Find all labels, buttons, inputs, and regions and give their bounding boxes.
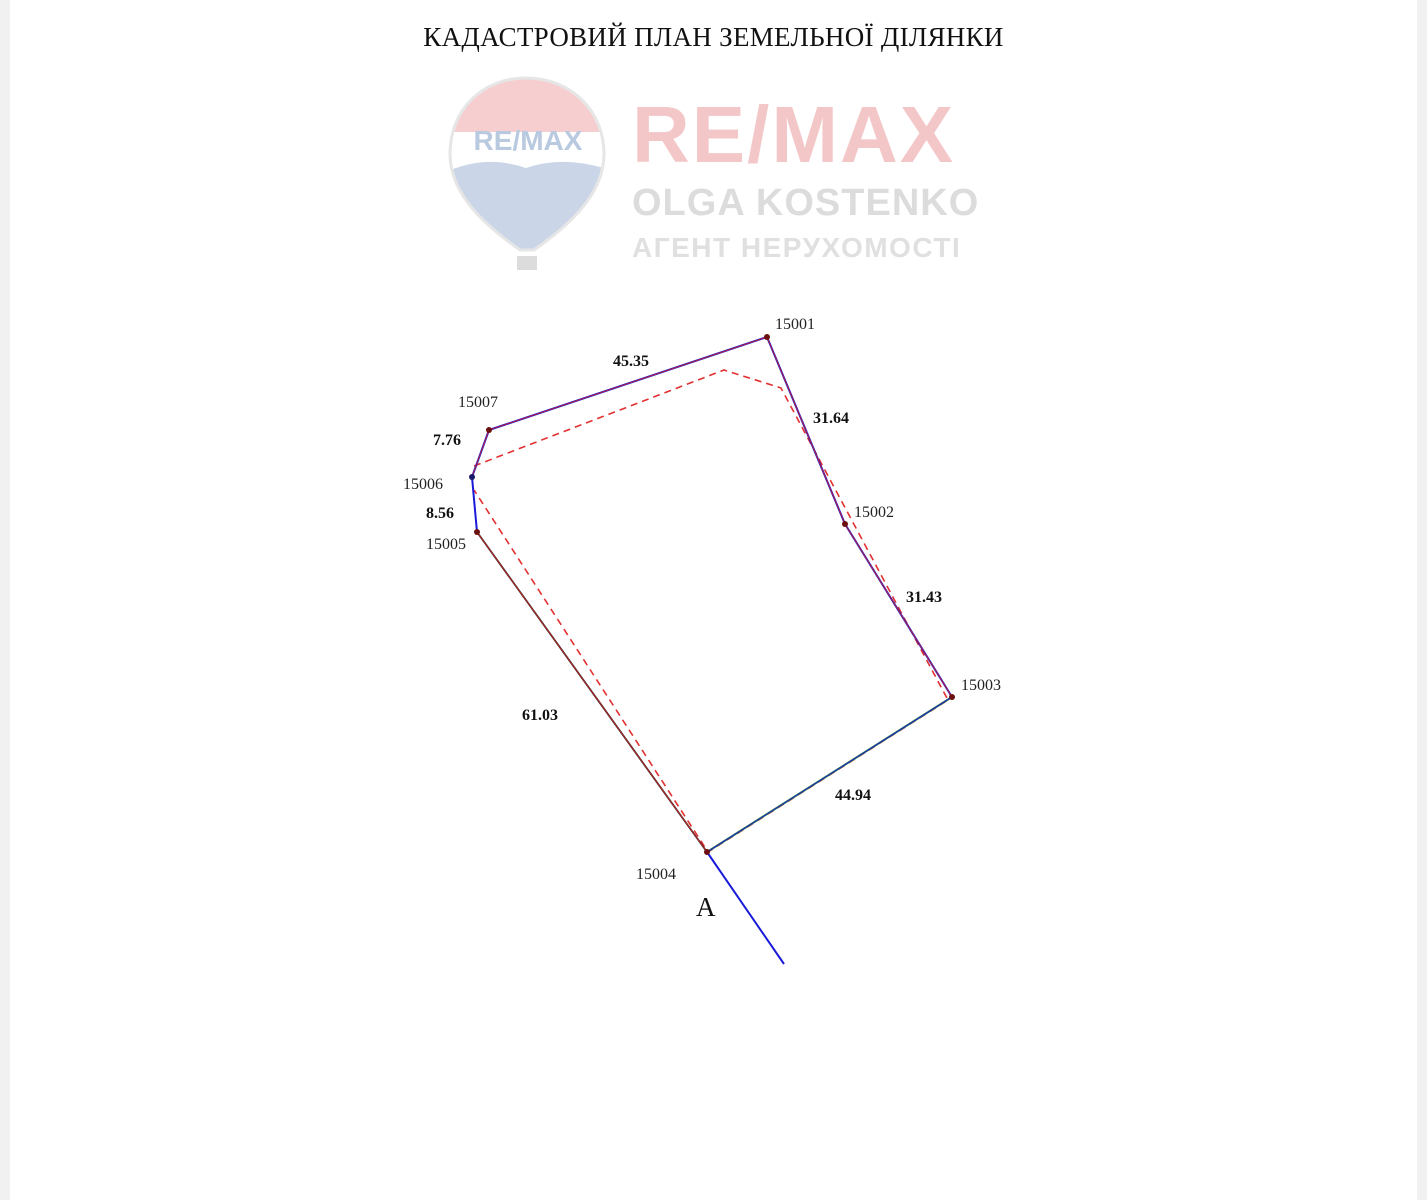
section-marker-a: A (696, 892, 716, 922)
vertex-15007 (486, 427, 492, 433)
length-label-15003-15004: 44.94 (835, 787, 871, 804)
length-label-15006-15007: 7.76 (433, 432, 461, 449)
vertex-15004 (704, 849, 710, 855)
point-label-15004: 15004 (636, 866, 676, 883)
boundary-segment-15005-15006 (472, 477, 477, 532)
length-label-15004-15005: 61.03 (522, 707, 558, 724)
vertex-15002 (842, 521, 848, 527)
vertex-15005 (474, 529, 480, 535)
vertex-15003 (949, 694, 955, 700)
length-label-15001-15002: 31.64 (813, 410, 849, 427)
point-label-15005: 15005 (426, 536, 466, 553)
document-title: КАДАСТРОВИЙ ПЛАН ЗЕМЕЛЬНОЇ ДІЛЯНКИ (423, 22, 1004, 52)
point-label-15001: 15001 (775, 316, 815, 333)
point-label-15006: 15006 (403, 476, 443, 493)
length-label-15002-15003: 31.43 (906, 589, 942, 606)
length-label-15007-15001: 45.35 (613, 353, 649, 370)
section-line-a (707, 852, 784, 964)
point-label-15002: 15002 (854, 504, 894, 521)
point-label-15003: 15003 (961, 677, 1001, 694)
vertex-15006 (469, 474, 475, 480)
vertex-15001 (764, 334, 770, 340)
restriction-zone-line (474, 370, 948, 852)
watermark-agent-name: OLGA KOSTENKO (632, 182, 980, 224)
watermark-brand: RE/MAX (632, 90, 956, 179)
watermark-agent-role: АГЕНТ НЕРУХОМОСТІ (632, 232, 962, 263)
balloon-text: RE/MAX (473, 125, 583, 156)
point-label-15007: 15007 (458, 394, 498, 411)
length-label-15005-15006: 8.56 (426, 505, 454, 522)
